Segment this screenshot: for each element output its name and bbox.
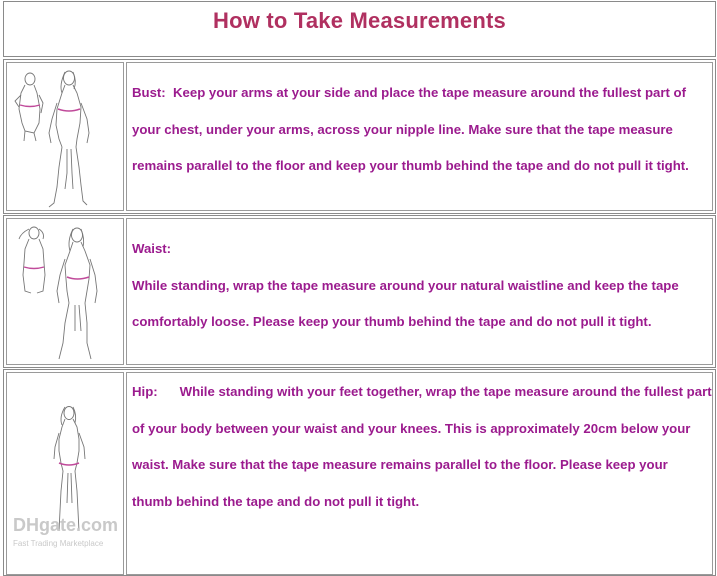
hip-line: of your body between your waist and your knees. This is approximately 20cm below your [132,420,691,436]
waist-illustration [7,219,123,364]
dhgate-logo: DHgate.com [13,515,119,535]
hip-line: thumb behind the tape and do not pull it tight. [132,493,420,509]
hip-line: waist. Make sure that the tape measure remains parallel to the floor. Please keep your [132,457,668,472]
title-cell [3,1,716,57]
waist-text-cell [126,218,713,365]
waist-line: While standing, wrap the tape measure around your natural waistline and keep the tape [132,277,679,293]
bust-illustration-cell [6,62,124,211]
waist-instructions [132,231,706,341]
bust-text-cell [126,62,713,211]
hip-text-cell [126,372,713,575]
hip-row [3,369,716,576]
waist-illustration-cell [6,218,124,365]
hip-instructions [132,374,712,520]
waist-row [3,215,716,368]
bust-line: Bust: Keep your arms at your side and place the tape measure around the fullest part of [132,85,687,100]
bust-line: your chest, under your arms, across your nipple line. Make sure that the tape measure [132,121,673,137]
waist-line: Waist: [132,241,172,256]
bust-illustration [7,63,123,210]
hip-illustration-cell [6,372,124,575]
page-title: How to Take Measurements [213,8,506,33]
dhgate-tagline: Fast Trading Marketplace [13,539,104,548]
bust-row [3,59,716,214]
waist-line: comfortably loose. Please keep your thumb behind the tape and do not pull it tight. [132,314,652,329]
bust-line: remains parallel to the floor and keep your thumb behind the tape and do not pull it tight. [132,158,689,173]
hip-line: Hip: While standing with your feet together, wrap the tape measure around the fullest part [132,384,712,399]
bust-instructions [132,75,706,185]
